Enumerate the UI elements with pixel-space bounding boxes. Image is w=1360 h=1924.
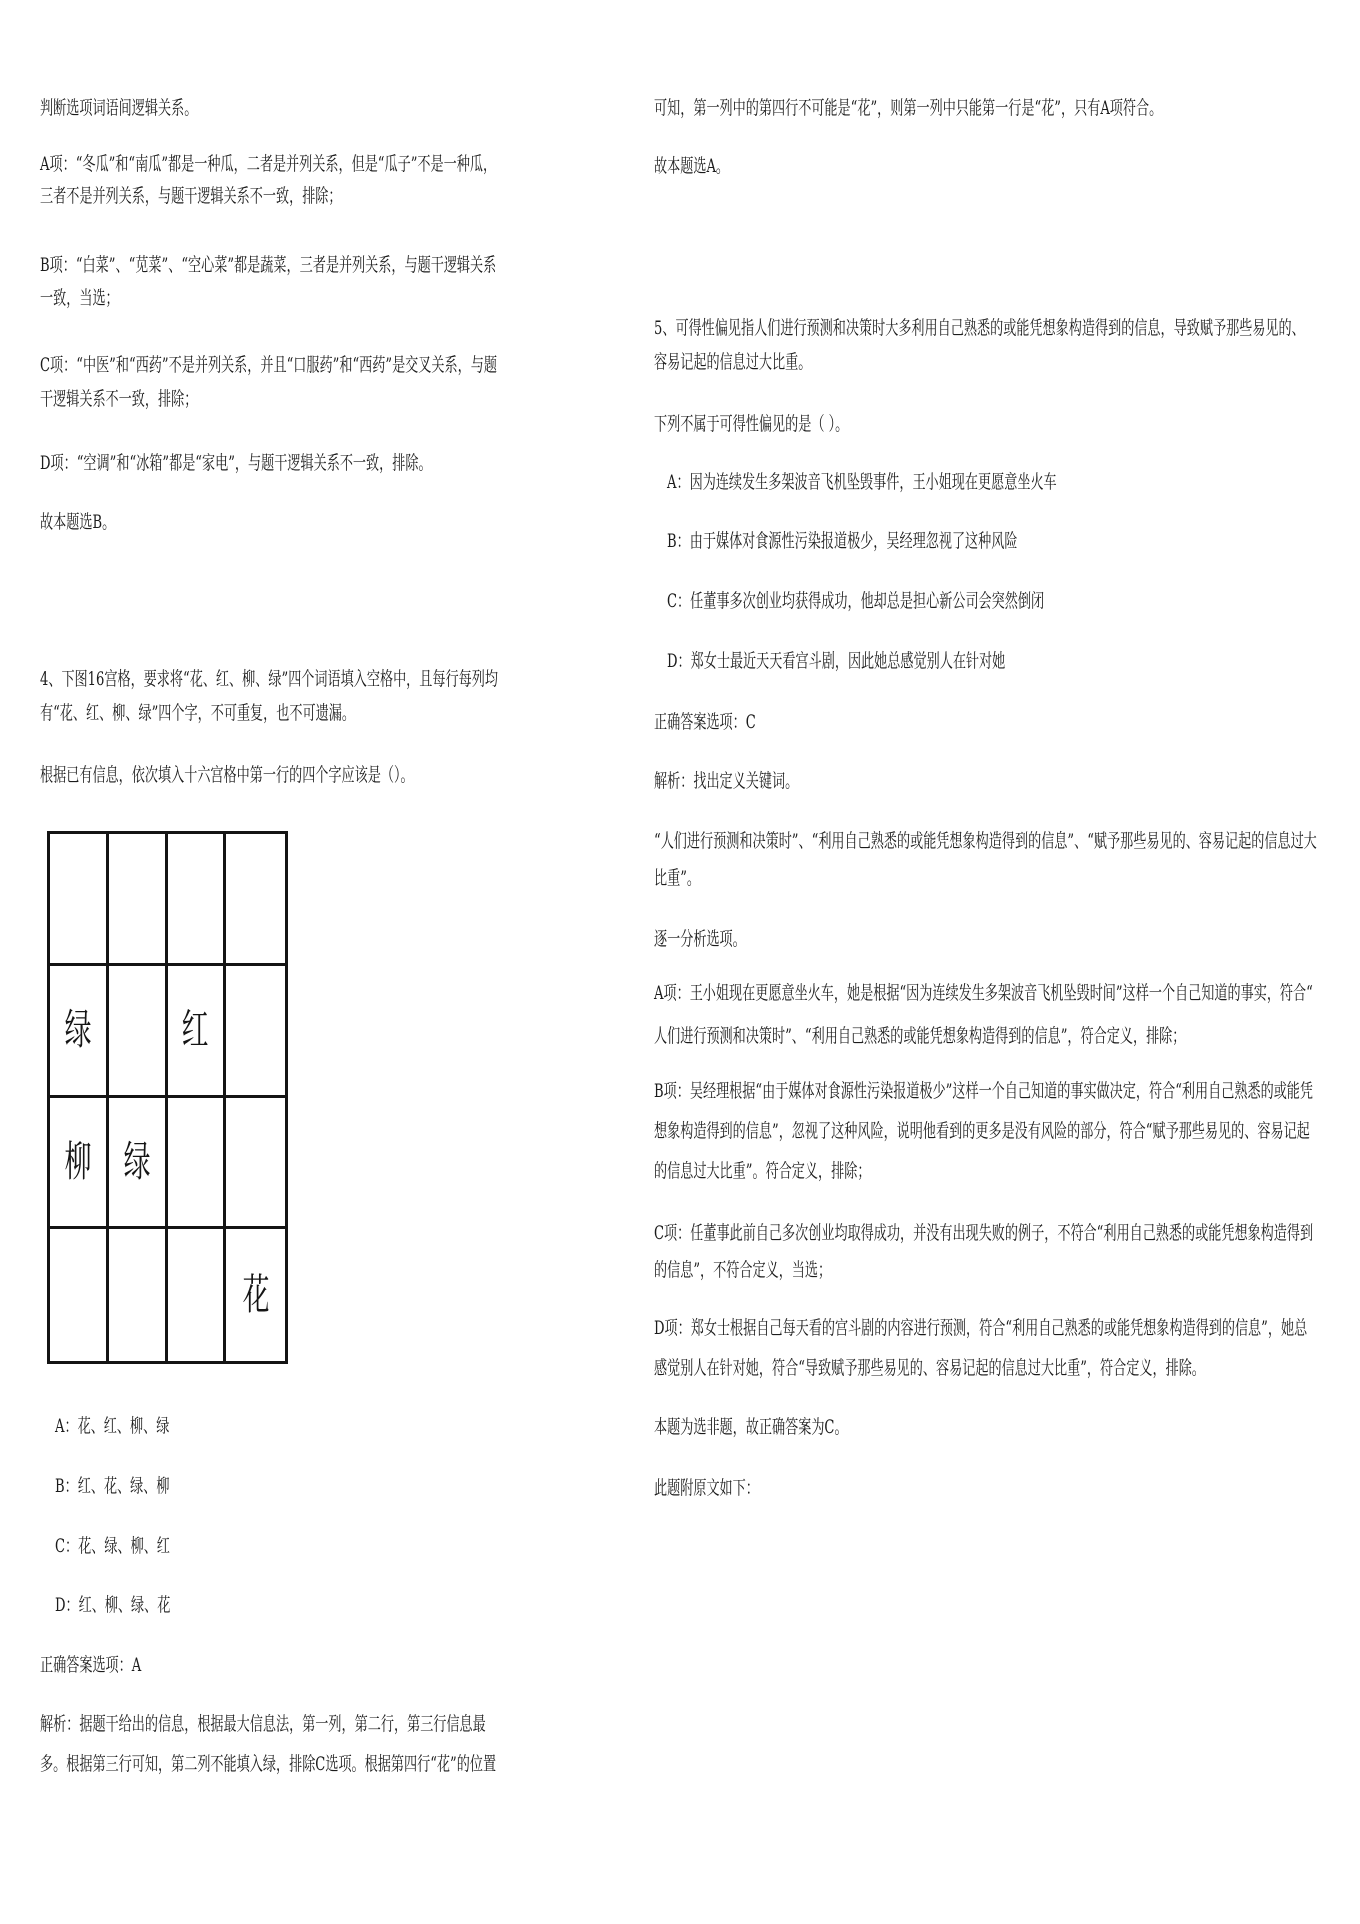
grid-cell-r2-c2 [109, 966, 168, 1098]
grid-cell-r3-c2 [109, 1098, 168, 1230]
text-line: C：花、绿、柳、红 [55, 1535, 170, 1557]
text-line: 比重”。 [654, 867, 701, 889]
q5-analysis-item-a [654, 972, 1313, 1058]
grid-cell-r3-c4 [226, 1098, 285, 1230]
text-line: B项：吴经理根据“由于媒体对食源性污染报道极少”这样一个自己知道的事实做决定，符合“利用自己熟悉的或能凭 [654, 1080, 1314, 1102]
text-line: 人们进行预测和决策时”、“利用自己熟悉的或能凭想象构造得到的信息”，符合定义，排除； [654, 1025, 1186, 1047]
q5-explanation-intro [654, 765, 798, 798]
text-line: 感觉别人在针对她，符合“导致赋予那些易见的、容易记起的信息过大比重”，符合定义，排除。 [654, 1357, 1205, 1379]
grid-cell-r3-c1 [50, 1098, 109, 1230]
text-line: A项：“冬瓜”和“南瓜”都是一种瓜，二者是并列关系，但是“瓜子”不是一种瓜， [40, 153, 497, 175]
q5-option-a [667, 466, 1057, 499]
text-line: 的信息”，不符合定义，当选； [654, 1259, 832, 1281]
text-line: B项：“白菜”、“苋菜”、“空心菜”都是蔬菜，三者是并列关系，与题干逻辑关系 [40, 254, 497, 276]
q5-stem [654, 311, 1305, 379]
q4-option-b [55, 1470, 170, 1503]
text-line: 故本题选A。 [654, 155, 730, 177]
grid-cell-r4-c3 [168, 1229, 227, 1361]
q4-conclusion [654, 150, 729, 183]
q4-explanation-continued [654, 92, 1162, 125]
text-line: 的信息过大比重”。符合定义，排除； [654, 1160, 871, 1182]
q4-answer [40, 1649, 141, 1682]
text-line: C项：“中医”和“西药”不是并列关系，并且“口服药”和“西药”是交叉关系，与题 [40, 354, 497, 376]
grid-cell-r1-c4 [226, 834, 285, 966]
text-line: D项：“空调”和“冰箱”都是“家电”，与题干逻辑关系不一致，排除。 [40, 452, 432, 474]
grid-cell-r2-c3 [168, 966, 227, 1098]
q3-analysis-item-a [40, 148, 496, 212]
text-line: B：由于媒体对食源性污染报道极少，吴经理忽视了这种风险 [667, 530, 1018, 552]
text-line: 正确答案选项：A [40, 1654, 142, 1676]
q4-option-a [55, 1410, 169, 1443]
grid-cell-r1-c2 [109, 834, 168, 966]
text-line: 下列不属于可得性偏见的是（ ）。 [654, 413, 849, 435]
grid-cell-r3-c3 [168, 1098, 227, 1230]
grid-cell-r2-c4 [226, 966, 285, 1098]
grid-char: 红 [181, 1005, 209, 1055]
text-line: A：因为连续发生多架波音飞机坠毁事件，王小姐现在更愿意坐火车 [667, 471, 1057, 493]
text-line: 故本题选B。 [40, 511, 116, 533]
q5-analysis-intro [654, 923, 746, 956]
text-line: “人们进行预测和决策时”、“利用自己熟悉的或能凭想象构造得到的信息”、“赋予那些易见的、容易记起的信息过大 [654, 830, 1317, 852]
grid-cell-r4-c1 [50, 1229, 109, 1361]
text-line: D：红、柳、绿、花 [55, 1594, 171, 1616]
grid-char: 花 [242, 1270, 270, 1320]
q5-prompt [654, 408, 848, 441]
q4-stem [40, 662, 498, 730]
q3-analysis-item-d [40, 447, 432, 480]
q4-option-d [55, 1589, 170, 1622]
text-line: 有“花、红、柳、绿”四个字，不可重复，也不可遗漏。 [40, 702, 355, 724]
text-line: D项：郑女士根据自己每天看的宫斗剧的内容进行预测，符合“利用自己熟悉的或能凭想象构造得到的信息”，她总 [654, 1317, 1308, 1339]
text-line: 根据已有信息，依次填入十六宫格中第一行的四个字应该是（）。 [40, 764, 414, 786]
text-line: C：任董事多次创业均获得成功，他却总是担心新公司会突然倒闭 [667, 590, 1045, 612]
q3-analysis-item-c [40, 348, 497, 416]
q4-option-c [55, 1530, 170, 1563]
text-line: 4、下图16宫格，要求将“花、红、柳、绿”四个词语填入空格中，且每行每列均 [40, 668, 498, 690]
text-line: 容易记起的信息过大比重。 [654, 351, 812, 373]
text-line: 三者不是并列关系，与题干逻辑关系不一致，排除； [40, 185, 342, 207]
grid-cell-r4-c2 [109, 1229, 168, 1361]
grid-cell-r4-c4 [226, 1229, 285, 1361]
text-line: A项：王小姐现在更愿意坐火车，她是根据“因为连续发生多架波音飞机坠毁时间”这样一个自己知道的事实，符合“ [654, 982, 1313, 1004]
q4-prompt [40, 759, 414, 792]
text-line: 想象构造得到的信息”，忽视了这种风险，说明他看到的更多是没有风险的部分，符合“赋予那些易见的、容易记起 [654, 1120, 1310, 1142]
q3-analysis-item-b [40, 249, 496, 315]
text-line: 此题附原文如下： [654, 1477, 759, 1499]
q5-option-d [667, 645, 1005, 678]
q5-answer [654, 706, 756, 739]
grid-char: 绿 [123, 1136, 151, 1186]
text-line: 正确答案选项：C [654, 711, 756, 733]
text-line: 一致，当选； [40, 287, 119, 309]
q4-explanation [40, 1704, 496, 1784]
q5-summary [654, 1411, 848, 1444]
text-line: B：红、花、绿、柳 [55, 1475, 170, 1497]
grid-char: 柳 [64, 1136, 92, 1186]
text-line: 解析：找出定义关键词。 [654, 770, 799, 792]
q5-analysis-item-c [654, 1215, 1313, 1289]
text-line: 5、可得性偏见指人们进行预测和决策时大多利用自己熟悉的或能凭想象构造得到的信息，导致赋予那些易见的、 [654, 317, 1305, 339]
q3-conclusion [40, 506, 115, 539]
text-line: D：郑女士最近天天看宫斗剧，因此她总感觉别人在针对她 [667, 650, 1006, 672]
q5-analysis-item-b [654, 1071, 1313, 1191]
q5-analysis-item-d [654, 1308, 1307, 1388]
q5-option-c [667, 585, 1044, 618]
text-line: 判断选项词语间逻辑关系。 [40, 97, 198, 119]
sixteen-cell-grid [47, 831, 288, 1364]
text-line: C项：任董事此前自己多次创业均取得成功，并没有出现失败的例子，不符合“利用自己熟悉的或能凭想象构造得到 [654, 1222, 1314, 1244]
text-line: 逐一分析选项。 [654, 928, 746, 950]
q5-appendix-note [654, 1472, 759, 1505]
q5-option-b [667, 525, 1017, 558]
grid-cell-r2-c1 [50, 966, 109, 1098]
text-line: 多。根据第三行可知，第二列不能填入绿，排除C选项。根据第四行“花”的位置 [40, 1753, 497, 1775]
grid-cell-r1-c1 [50, 834, 109, 966]
text-line: 本题为选非题，故正确答案为C。 [654, 1416, 848, 1438]
q5-keywords [654, 823, 1317, 897]
text-line: 解析：据题干给出的信息，根据最大信息法，第一列，第二行，第三行信息最 [40, 1713, 486, 1735]
text-line: A：花、红、柳、绿 [55, 1415, 170, 1437]
text-line: 可知，第一列中的第四行不可能是“花”，则第一列中只能第一行是“花”，只有A项符合。 [654, 97, 1163, 119]
text-line: 干逻辑关系不一致，排除； [40, 388, 198, 410]
q3-analysis-intro [40, 92, 197, 125]
grid-cell-r1-c3 [168, 834, 227, 966]
grid-char: 绿 [64, 1005, 92, 1055]
